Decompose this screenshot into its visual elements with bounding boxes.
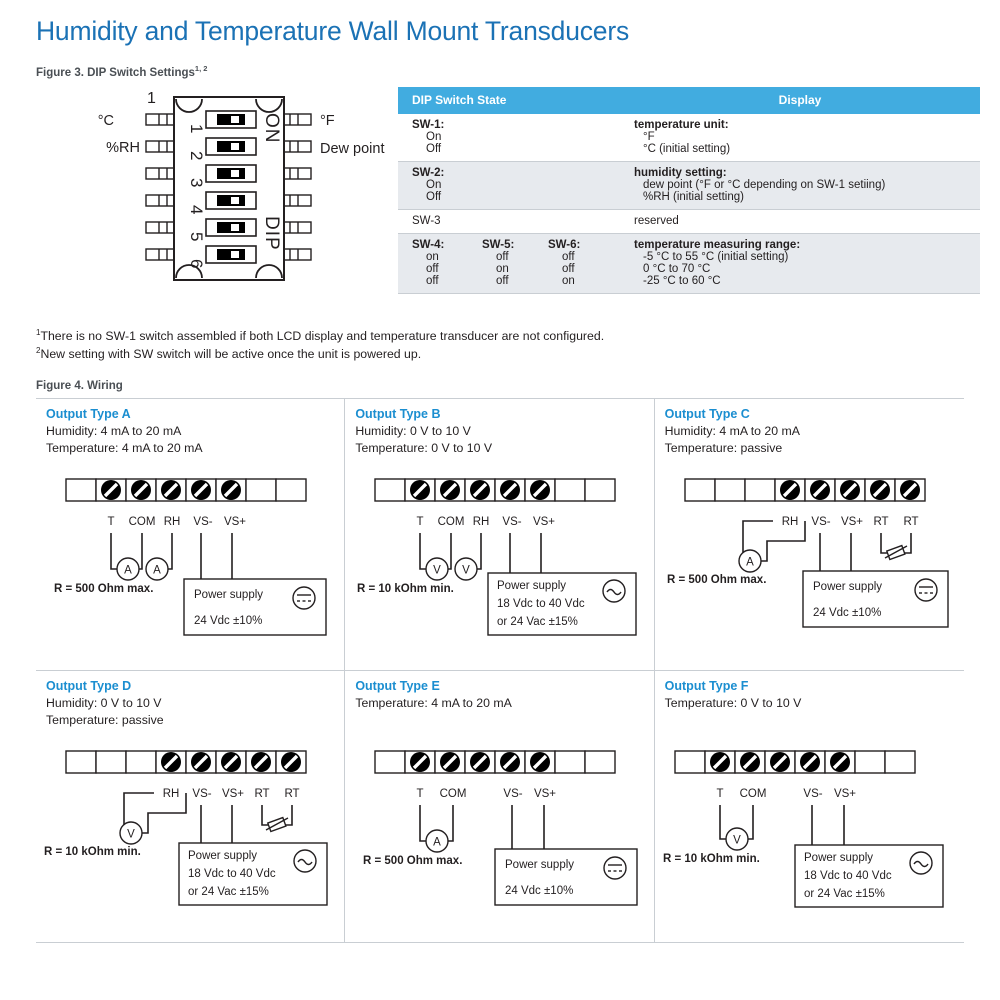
footnote-2-marker: 2 xyxy=(36,346,41,356)
terminal-label-vsm: VS- xyxy=(811,516,831,529)
terminal-label-vsm: VS- xyxy=(192,788,212,801)
wiring-cell-type-d xyxy=(36,671,345,943)
wiring-cell-type-e xyxy=(345,671,654,943)
rt-resistor-symbol xyxy=(881,533,911,559)
terminal-label-rt2: RT xyxy=(284,788,300,801)
sw2-display-0: dew point (°F or °C depending on SW-1 setiing) xyxy=(643,178,886,191)
meter-letter: A xyxy=(745,556,754,569)
output-type-c-spec-0: Humidity: 4 mA to 20 mA xyxy=(664,424,800,439)
output-type-d-spec-1: Temperature: passive xyxy=(46,712,164,727)
ammeter-1 xyxy=(426,830,448,852)
resistance-note: R = 500 Ohm max. xyxy=(54,583,154,596)
power-supply-box xyxy=(495,849,637,905)
cell-state xyxy=(398,233,620,293)
terminal-label-rh: RH xyxy=(162,788,180,801)
meter-letter: V xyxy=(462,564,471,577)
ammeter-1 xyxy=(117,558,139,580)
wiring-svg-type-a xyxy=(36,461,344,666)
ammeter-2 xyxy=(146,558,168,580)
sw3-title: SW-3 xyxy=(412,214,441,227)
wiring-svg-type-f xyxy=(655,733,964,938)
output-type-d-spec-0: Humidity: 0 V to 10 V xyxy=(46,696,162,711)
dip-number-3: 3 xyxy=(187,177,206,188)
meter-letter: V xyxy=(732,834,741,847)
terminal-label-vsm: VS- xyxy=(503,788,523,801)
terminal-label-vsp: VS+ xyxy=(840,516,863,529)
page-title: Humidity and Temperature Wall Mount Transducers xyxy=(36,16,629,46)
output-type-e-spec-0: Temperature: 4 mA to 20 mA xyxy=(355,696,512,711)
output-type-b-spec-1: Temperature: 0 V to 10 V xyxy=(355,440,493,455)
table-row xyxy=(398,114,980,162)
wiring-cell-type-b xyxy=(345,399,654,671)
footnote-1 xyxy=(36,327,964,346)
sw1-display-0: °F xyxy=(643,130,655,143)
ac-symbol-icon xyxy=(910,852,932,874)
power-supply-box xyxy=(803,571,948,627)
dc-symbol-icon xyxy=(293,587,315,609)
meter-letter: A xyxy=(433,836,442,849)
power-supply-line-0: 18 Vdc to 40 Vdc xyxy=(803,870,892,883)
figure3-caption-text: Figure 3. DIP Switch Settings xyxy=(36,66,195,79)
power-supply-box xyxy=(179,843,327,905)
dip-number-4: 4 xyxy=(187,204,206,215)
header-display: Display xyxy=(620,87,980,114)
dip-number-1: 1 xyxy=(187,123,206,134)
dip-number-5: 5 xyxy=(187,231,206,242)
rt-resistor-symbol xyxy=(262,805,292,831)
terminal-label-rt1: RT xyxy=(254,788,270,801)
wiring-cell-type-c xyxy=(655,399,964,671)
power-supply-label: Power supply xyxy=(188,850,258,863)
output-type-c-spec-1: Temperature: passive xyxy=(664,440,783,455)
dip-right-pins xyxy=(281,114,311,260)
sw6-val-2: on xyxy=(562,274,575,287)
wiring-diagrams-grid xyxy=(36,398,964,943)
terminal-label-t: T xyxy=(716,788,724,801)
resistance-note: R = 500 Ohm max. xyxy=(666,574,767,587)
terminal-label-rt2: RT xyxy=(903,516,919,529)
output-type-f-title: Output Type F xyxy=(664,679,749,694)
power-supply-line-0: 24 Vdc ±10% xyxy=(194,615,263,628)
power-supply-label: Power supply xyxy=(812,581,882,594)
terminal-label-rh: RH xyxy=(163,516,181,529)
resistance-note: R = 10 kOhm min. xyxy=(44,846,141,859)
cell-display xyxy=(620,209,980,233)
cell-display xyxy=(620,233,980,293)
resistance-note: R = 500 Ohm max. xyxy=(363,855,463,868)
resistance-note: R = 10 kOhm min. xyxy=(357,583,455,596)
power-supply-line-0: 24 Vdc ±10% xyxy=(505,885,574,898)
output-type-a-spec-1: Temperature: 4 mA to 20 mA xyxy=(46,440,203,455)
sw5-val-1: on xyxy=(496,262,509,275)
dip-switch-settings-table xyxy=(398,87,980,294)
sw456-row-2 xyxy=(412,275,620,287)
wiring-svg-type-e xyxy=(345,733,653,938)
power-supply-line-1: or 24 Vac ±15% xyxy=(497,616,579,629)
output-type-e-title: Output Type E xyxy=(355,679,440,694)
sw456-display-1: 0 °C to 70 °C xyxy=(643,262,711,275)
footnote-1-marker: 1 xyxy=(36,327,41,337)
sw1-display-title: temperature unit: xyxy=(634,118,729,131)
terminal-label-vsp: VS+ xyxy=(833,788,856,801)
sw4-val-1: off xyxy=(426,262,439,275)
ac-symbol-icon xyxy=(603,580,625,602)
sw6-title: SW-6: xyxy=(548,238,581,251)
wiring-cell-type-f xyxy=(655,671,964,943)
cell-state xyxy=(398,209,620,233)
table-row xyxy=(398,209,980,233)
dip-number-6: 6 xyxy=(187,258,206,269)
sw2-state-on: On xyxy=(426,178,442,191)
power-supply-box xyxy=(795,845,943,907)
dip-left-pins xyxy=(146,114,176,260)
power-supply-line-0: 18 Vdc to 40 Vdc xyxy=(188,868,276,881)
power-supply-label: Power supply xyxy=(505,859,575,872)
power-supply-line-0: 18 Vdc to 40 Vdc xyxy=(497,598,585,611)
wiring-svg-type-c xyxy=(655,461,964,666)
terminal-label-vsp: VS+ xyxy=(223,516,247,529)
dip-top-marker: 1 xyxy=(147,89,156,107)
sw456-display-2: -25 °C to 60 °C xyxy=(643,274,721,287)
dc-symbol-icon xyxy=(604,857,626,879)
output-type-c-title: Output Type C xyxy=(664,407,750,422)
output-type-a-spec-0: Humidity: 4 mA to 20 mA xyxy=(46,424,182,439)
footnote-2-text: New setting with SW switch will be active once the unit is powered up. xyxy=(40,347,422,362)
figure3-body xyxy=(36,85,964,323)
sw2-state-off: Off xyxy=(426,190,442,203)
dip-label-fahrenheit: °F xyxy=(320,112,335,129)
sw2-display-1: %RH (initial setting) xyxy=(643,190,744,203)
voltmeter-1 xyxy=(726,828,748,850)
sw1-state-off: Off xyxy=(426,142,442,155)
sw2-title: SW-2: xyxy=(412,166,445,179)
terminal-label-t: T xyxy=(416,788,424,801)
figure3-caption-superscript: 1, 2 xyxy=(194,63,208,73)
power-supply-box xyxy=(184,579,326,635)
footnote-2 xyxy=(36,345,964,364)
terminal-label-rt1: RT xyxy=(873,516,889,529)
terminal-label-t: T xyxy=(107,516,115,529)
sw4-val-0: on xyxy=(426,250,439,263)
footnote-1-text: There is no SW-1 switch assembled if both LCD display and temperature transducer are not configured. xyxy=(40,328,605,343)
wiring-cell-type-a xyxy=(36,399,345,671)
power-supply-label: Power supply xyxy=(194,589,264,602)
output-type-f-spec-0: Temperature: 0 V to 10 V xyxy=(664,696,802,711)
terminal-label-t: T xyxy=(416,516,424,529)
sw5-val-2: off xyxy=(496,274,509,287)
ac-symbol-icon xyxy=(294,850,316,872)
sw1-display-1: °C (initial setting) xyxy=(643,142,731,155)
power-supply-label: Power supply xyxy=(803,852,873,865)
terminal-label-vsm: VS- xyxy=(193,516,213,529)
sw2-display-title: humidity setting: xyxy=(634,166,727,179)
terminal-label-com: COM xyxy=(439,788,467,801)
table-row xyxy=(398,233,980,293)
ammeter-1 xyxy=(739,550,761,572)
voltmeter-1 xyxy=(426,558,448,580)
figure4-caption: Figure 4. Wiring xyxy=(36,380,123,393)
dip-on-label: ON xyxy=(261,112,282,144)
sw6-val-1: off xyxy=(562,262,575,275)
sw456-row-1 xyxy=(412,263,620,275)
table-header-row xyxy=(398,87,980,114)
terminal-label-com: COM xyxy=(128,516,156,529)
output-type-a-title: Output Type A xyxy=(46,407,131,422)
sw4-title: SW-4: xyxy=(412,238,445,251)
footnotes xyxy=(36,327,964,365)
cell-state xyxy=(398,114,620,162)
terminal-label-com: COM xyxy=(437,516,465,529)
meter-letter: A xyxy=(153,564,161,577)
dip-label-rh: %RH xyxy=(106,139,140,156)
meter-letter: V xyxy=(433,564,442,577)
terminal-label-vsp: VS+ xyxy=(221,788,245,801)
power-supply-line-1: or 24 Vac ±15% xyxy=(188,886,269,899)
output-type-b-title: Output Type B xyxy=(355,407,441,422)
dip-label-celsius: °C xyxy=(97,112,114,129)
resistance-note: R = 10 kOhm min. xyxy=(662,853,760,866)
power-supply-line-1: or 24 Vac ±15% xyxy=(803,888,885,901)
terminal-label-com: COM xyxy=(739,788,767,801)
power-supply-label: Power supply xyxy=(497,580,567,593)
sw3-display-title: reserved xyxy=(634,214,679,227)
voltmeter-2 xyxy=(455,558,477,580)
power-supply-line-0: 24 Vdc ±10% xyxy=(812,607,881,620)
output-type-d-title: Output Type D xyxy=(46,679,132,694)
dip-number-2: 2 xyxy=(187,150,206,161)
voltmeter-1 xyxy=(120,822,142,844)
sw456-display-title: temperature measuring range: xyxy=(634,238,801,251)
dip-dip-label: DIP xyxy=(261,215,282,251)
terminal-label-rh: RH xyxy=(781,516,798,529)
terminal-label-vsm: VS- xyxy=(502,516,522,529)
sw5-val-0: off xyxy=(496,250,509,263)
terminal-label-rh: RH xyxy=(473,516,490,529)
meter-letter: A xyxy=(124,564,132,577)
figure3-caption xyxy=(36,64,964,79)
dc-symbol-icon xyxy=(915,579,937,601)
sw5-title: SW-5: xyxy=(482,238,515,251)
cell-display xyxy=(620,161,980,209)
table-row xyxy=(398,161,980,209)
header-dip-switch-state: DIP Switch State xyxy=(398,87,620,114)
sw6-val-0: off xyxy=(562,250,575,263)
terminal-label-vsm: VS- xyxy=(803,788,823,801)
sw456-display-0: -5 °C to 55 °C (initial setting) xyxy=(643,250,789,263)
cell-display xyxy=(620,114,980,162)
sw456-row-0 xyxy=(412,251,620,263)
dip-label-dewpoint: Dew point xyxy=(320,140,385,157)
output-type-b-spec-0: Humidity: 0 V to 10 V xyxy=(355,424,471,439)
sw1-state-on: On xyxy=(426,130,442,143)
wiring-svg-type-b xyxy=(345,461,653,666)
dip-switch-diagram xyxy=(96,85,436,300)
meter-letter: V xyxy=(127,828,135,841)
terminal-label-vsp: VS+ xyxy=(533,516,556,529)
power-supply-box xyxy=(488,573,636,635)
sw4-val-2: off xyxy=(426,274,439,287)
cell-state xyxy=(398,161,620,209)
wiring-svg-type-d xyxy=(36,733,344,938)
terminal-label-vsp: VS+ xyxy=(534,788,557,801)
sw1-title: SW-1: xyxy=(412,118,445,131)
sw456-titles xyxy=(412,239,620,251)
